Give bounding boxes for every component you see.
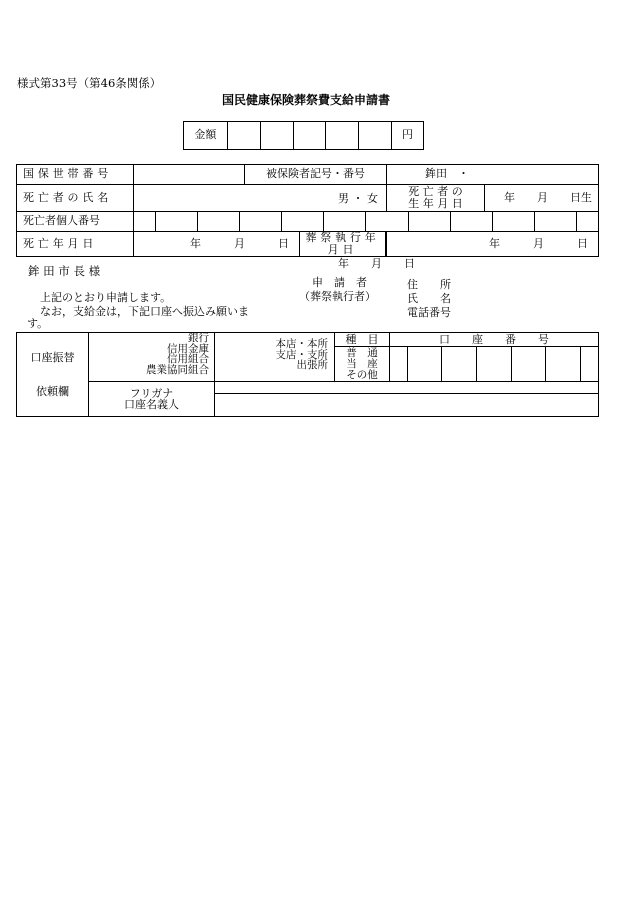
amount-digit-cell[interactable] <box>359 122 392 150</box>
form-number: 様式第33号（第46条関係） <box>17 76 162 90</box>
individual-number-field[interactable] <box>134 212 599 232</box>
household-number-label: 国保世帯番号 <box>17 165 134 185</box>
institution-credit-union: 信用組合 <box>167 353 209 365</box>
institution-agricultural-coop: 農業協同組合 <box>146 363 209 376</box>
amount-digit-cell[interactable] <box>293 122 326 150</box>
digit-cell[interactable] <box>577 212 598 231</box>
digit-cell[interactable] <box>450 212 492 231</box>
digit-cell[interactable] <box>408 212 450 231</box>
account-type-current[interactable]: 当 座 <box>346 358 378 371</box>
applicant-label: 申 請 者 <box>312 276 367 289</box>
digit-cell[interactable] <box>324 212 366 231</box>
sex-selector[interactable]: 男 ・ 女 <box>338 192 378 205</box>
account-digit-cell[interactable] <box>477 347 512 381</box>
digit-cell[interactable] <box>197 212 239 231</box>
application-date[interactable]: 年 月 日 <box>338 257 415 270</box>
insured-number-label: 被保険者記号・番号 <box>245 165 387 185</box>
holder-label: 口座名義人 <box>124 398 179 412</box>
funeral-date-label: 葬祭執行年月日 <box>300 232 386 256</box>
holder-name-field[interactable] <box>215 394 598 416</box>
individual-number-label: 死亡者個人番号 <box>17 212 134 232</box>
statement-line3: す。 <box>27 317 49 330</box>
statement-line1: 上記のとおり申請します。 <box>40 291 172 304</box>
institution-bank: 銀行 <box>188 332 209 344</box>
household-number-field[interactable] <box>134 165 245 185</box>
account-type-other[interactable]: その他 <box>346 369 378 382</box>
funeral-date-field[interactable]: 年 月 日 <box>387 232 599 257</box>
account-type-label: 種 目 <box>335 333 389 347</box>
insured-number-field[interactable]: 鉾田 ・ <box>387 165 599 185</box>
dob-label <box>387 185 485 212</box>
digit-cell[interactable] <box>134 212 155 231</box>
page-title: 国民健康保険葬祭費支給申請書 <box>222 93 391 107</box>
amount-unit: 円 <box>392 122 424 150</box>
account-digit-cell[interactable] <box>546 347 581 381</box>
digit-cell[interactable] <box>239 212 281 231</box>
deceased-info-table <box>16 164 599 257</box>
account-type-ordinary[interactable]: 普 通 <box>346 347 378 359</box>
dob-label-line2: 生 年 月 日 <box>408 197 463 210</box>
account-digit-cell[interactable] <box>511 347 546 381</box>
account-digit-cell[interactable] <box>581 347 598 381</box>
amount-box <box>183 121 424 150</box>
branch-branch-office: 支店・支所 <box>275 348 328 361</box>
digit-cell[interactable] <box>282 212 324 231</box>
death-date-group <box>134 232 387 257</box>
account-holder-field[interactable] <box>215 382 599 417</box>
digit-cell[interactable] <box>535 212 577 231</box>
account-number-column <box>390 333 599 382</box>
bank-section-label1: 口座振替 <box>30 350 75 364</box>
applicant-phone-label: 電話番号 <box>407 306 451 319</box>
account-digit-cell[interactable] <box>407 347 442 381</box>
branch-sub-office: 出張所 <box>296 359 328 371</box>
digit-cell[interactable] <box>492 212 534 231</box>
death-date-label: 死亡年月日 <box>17 232 134 257</box>
account-digit-cell[interactable] <box>442 347 477 381</box>
amount-label: 金額 <box>184 122 228 150</box>
dob-field[interactable]: 年 月 日生 <box>485 185 599 212</box>
statement-line2: なお，支給金は，下記口座へ振込み願いま <box>40 305 249 318</box>
death-date-field[interactable]: 年 月 日 <box>134 232 300 256</box>
applicant-address-label: 住 所 <box>407 278 451 291</box>
account-type-column <box>335 333 390 382</box>
furigana-field[interactable] <box>215 382 598 394</box>
applicant-name-label: 氏 名 <box>407 292 451 305</box>
dob-label-line1: 死 亡 者 の <box>408 185 463 199</box>
deceased-name-field[interactable] <box>134 185 387 212</box>
bank-transfer-table <box>16 332 599 417</box>
account-digit-cell[interactable] <box>390 347 407 381</box>
amount-digit-cell[interactable] <box>326 122 359 150</box>
institution-type-field[interactable] <box>89 333 215 382</box>
account-number-label: 口 座 番 号 <box>390 333 598 347</box>
amount-digit-cell[interactable] <box>227 122 260 150</box>
addressee: 鉾 田 市 長 様 <box>28 264 101 278</box>
bank-section-label <box>17 333 89 417</box>
applicant-sub-label: （葬祭執行者） <box>299 290 376 303</box>
digit-cell[interactable] <box>155 212 197 231</box>
account-holder-label <box>89 382 215 417</box>
institution-shinkin: 信用金庫 <box>167 342 209 355</box>
digit-cell[interactable] <box>366 212 408 231</box>
bank-section-label2: 依頼欄 <box>36 384 69 398</box>
amount-digit-cell[interactable] <box>260 122 293 150</box>
deceased-name-label: 死亡者の氏名 <box>17 185 134 212</box>
branch-type-field[interactable] <box>215 333 335 382</box>
furigana-label: フリガナ <box>129 386 174 400</box>
branch-head-office: 本店・本所 <box>275 338 328 350</box>
